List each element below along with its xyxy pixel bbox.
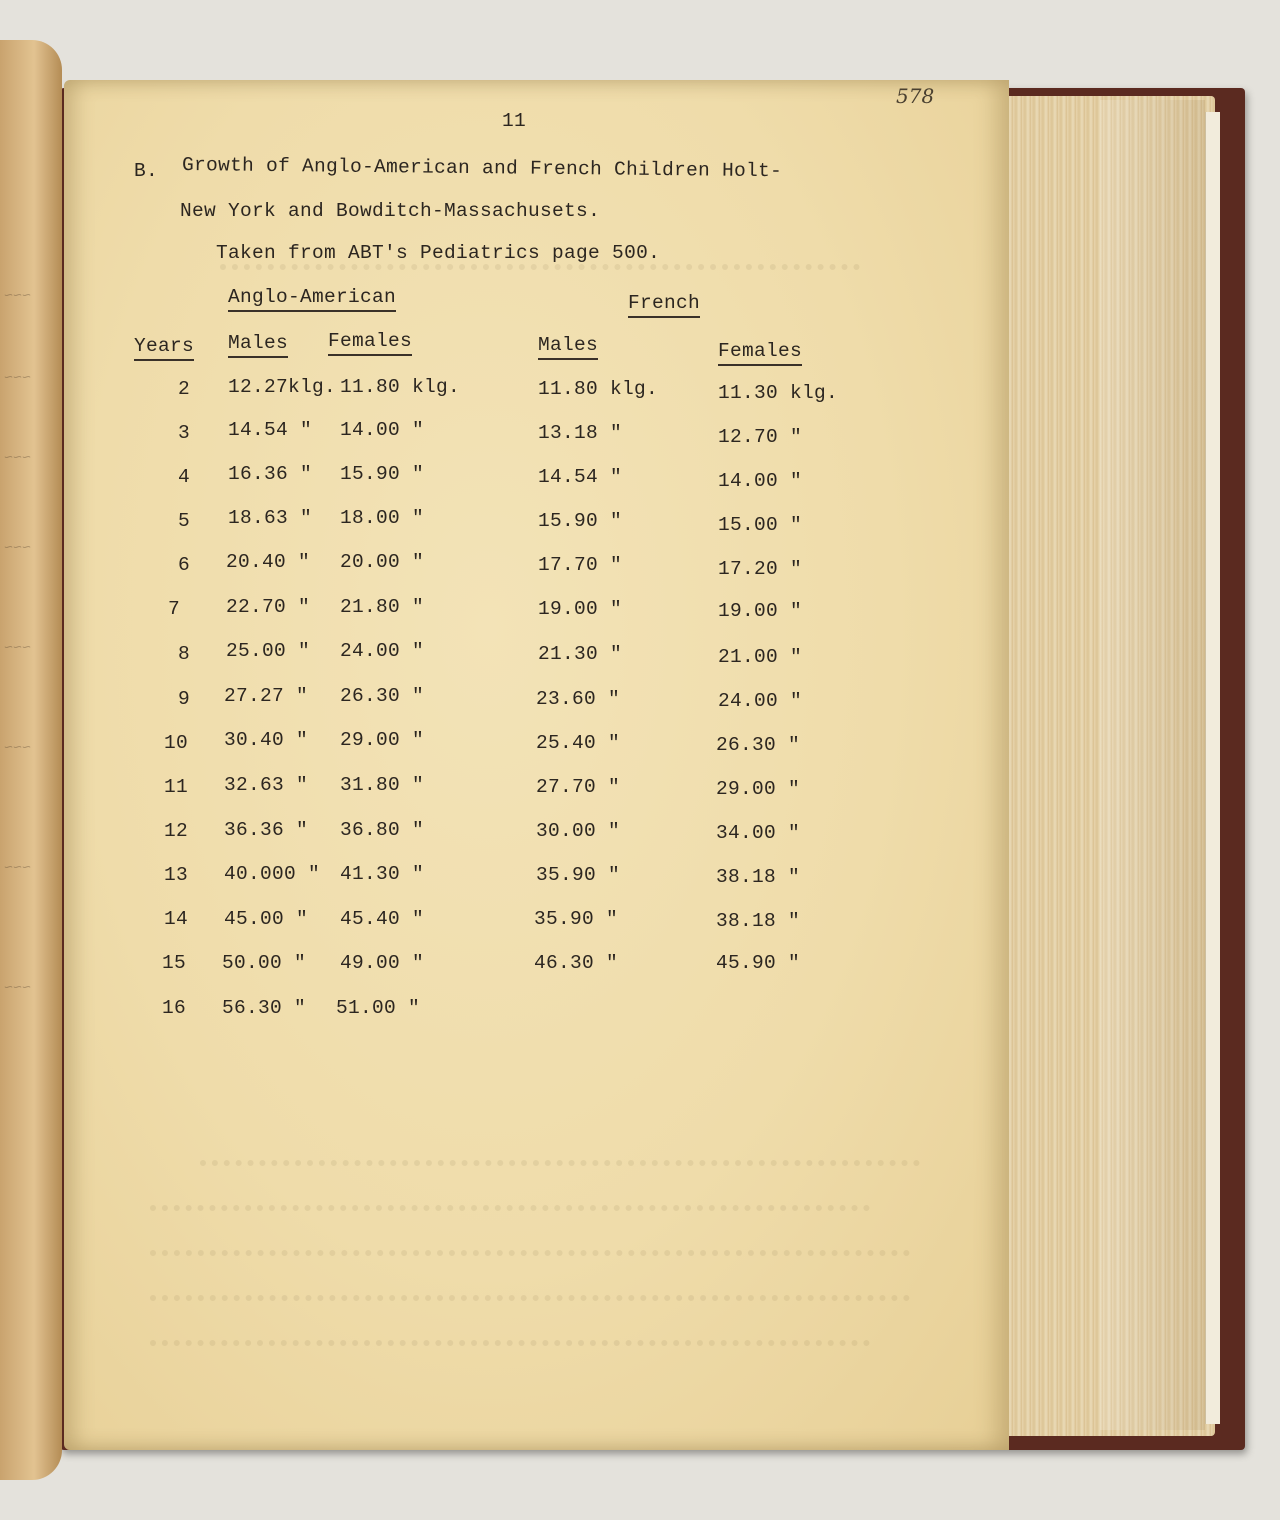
cell-french-males: 23.60 " [536,688,621,710]
cell-year: 11 [163,776,188,798]
folio-number: 578 [896,84,935,108]
cell-french-males: 30.00 " [536,820,621,842]
show-through-texture [150,1230,910,1256]
cell-anglo-males: 36.36 " [224,819,309,841]
bleed-through-mark: ~~~ [4,370,32,387]
cell-french-females: 26.30 " [716,734,801,756]
cell-french-males: 35.90 " [536,864,621,886]
cell-anglo-males: 25.00 " [226,640,311,662]
col-years: Years [134,335,194,361]
cell-year: 13 [163,864,188,886]
cell-anglo-males: 56.30 " [222,997,307,1019]
page-edges-shade [1100,100,1205,1430]
cell-anglo-males: 12.27klg. [228,376,337,398]
bleed-through-mark: ~~~ [4,640,32,657]
cell-french-females: 17.20 " [718,558,803,580]
section-label: B. [134,160,159,182]
left-page-curl [0,40,62,1480]
cell-anglo-females: 15.90 " [340,463,425,485]
cell-french-females: 38.18 " [716,910,801,932]
cell-anglo-males: 30.40 " [224,729,309,751]
col-french-males: Males [538,334,598,360]
heading-line-2: New York and Bowditch-Massachusets. [180,200,601,222]
bleed-through-mark: ~~~ [4,540,32,557]
group-french: French [628,292,700,318]
cell-year: 14 [163,908,188,930]
cell-anglo-males: 22.70 " [226,596,311,618]
bleed-through-mark: ~~~ [4,980,32,997]
bleed-through-mark: ~~~ [4,288,32,305]
cell-french-females: 38.18 " [716,866,801,888]
cell-anglo-females: 18.00 " [340,507,425,529]
cell-anglo-males: 14.54 " [228,419,313,441]
heading-line-1: Growth of Anglo-American and French Children Holt- [181,154,783,183]
cell-anglo-males: 27.27 " [224,685,309,707]
show-through-texture [200,1140,920,1166]
cell-anglo-males: 16.36 " [228,463,313,485]
cell-anglo-females: 31.80 " [340,774,425,796]
bleed-through-mark: ~~~ [4,450,32,467]
col-french-females: Females [718,340,802,366]
cell-anglo-females: 14.00 " [340,419,425,441]
bleed-through-mark: ~~~ [4,860,32,877]
cell-anglo-males: 50.00 " [222,952,307,974]
cell-anglo-females: 41.30 " [340,863,425,885]
show-through-texture [150,1185,870,1211]
cell-year: 6 [177,554,190,576]
cell-anglo-females: 51.00 " [336,997,421,1019]
cell-french-males: 15.90 " [538,510,623,532]
cell-year: 9 [177,688,190,710]
cell-anglo-males: 18.63 " [228,507,313,529]
group-anglo-american: Anglo-American [228,286,396,312]
bleed-through-mark: ~~~ [4,740,32,757]
cell-year: 16 [161,997,186,1019]
cell-anglo-males: 20.40 " [226,551,311,573]
cell-anglo-females: 24.00 " [340,640,425,662]
cell-anglo-males: 45.00 " [224,908,309,930]
cell-anglo-females: 21.80 " [340,596,425,618]
cell-french-females: 14.00 " [718,470,803,492]
cell-anglo-males: 32.63 " [224,774,309,796]
cell-anglo-females: 45.40 " [340,908,425,930]
cell-french-males: 27.70 " [536,776,621,798]
cell-french-males: 19.00 " [538,598,623,620]
cell-french-females: 21.00 " [718,646,803,668]
cell-anglo-females: 26.30 " [340,685,425,707]
cell-french-females: 11.30 klg. [718,382,839,404]
col-anglo-males: Males [228,332,288,358]
col-anglo-females: Females [328,330,412,356]
cell-french-females: 29.00 " [716,778,801,800]
cell-year: 3 [177,422,190,444]
cell-french-males: 35.90 " [534,908,619,930]
cell-year: 15 [161,952,186,974]
cell-french-males: 21.30 " [538,643,623,665]
cell-french-females: 24.00 " [718,690,803,712]
cell-year: 12 [163,820,188,842]
cell-year: 4 [177,466,190,488]
endpaper-strip [1205,112,1220,1424]
cell-anglo-females: 36.80 " [340,819,425,841]
cell-year: 7 [167,598,180,620]
cell-french-males: 13.18 " [538,422,623,444]
cell-anglo-females: 49.00 " [340,952,425,974]
cell-year: 5 [177,510,190,532]
cell-french-males: 46.30 " [534,952,619,974]
cell-anglo-females: 11.80 klg. [340,376,461,398]
cell-anglo-males: 40.000 " [224,863,321,885]
cell-year: 10 [163,732,188,754]
show-through-texture [150,1275,910,1301]
cell-anglo-females: 29.00 " [340,729,425,751]
show-through-texture [150,1320,870,1346]
cell-french-males: 14.54 " [538,466,623,488]
cell-anglo-females: 20.00 " [340,551,425,573]
cell-year: 8 [177,643,190,665]
cell-french-males: 25.40 " [536,732,621,754]
cell-year: 2 [177,378,190,400]
cell-french-males: 17.70 " [538,554,623,576]
cell-french-females: 34.00 " [716,822,801,844]
cell-french-females: 19.00 " [718,600,803,622]
source-note: Taken from ABT's Pediatrics page 500. [216,242,661,264]
cell-french-males: 11.80 klg. [538,378,659,400]
cell-french-females: 45.90 " [716,952,801,974]
cell-french-females: 12.70 " [718,426,803,448]
page-number: 11 [502,110,527,132]
cell-french-females: 15.00 " [718,514,803,536]
